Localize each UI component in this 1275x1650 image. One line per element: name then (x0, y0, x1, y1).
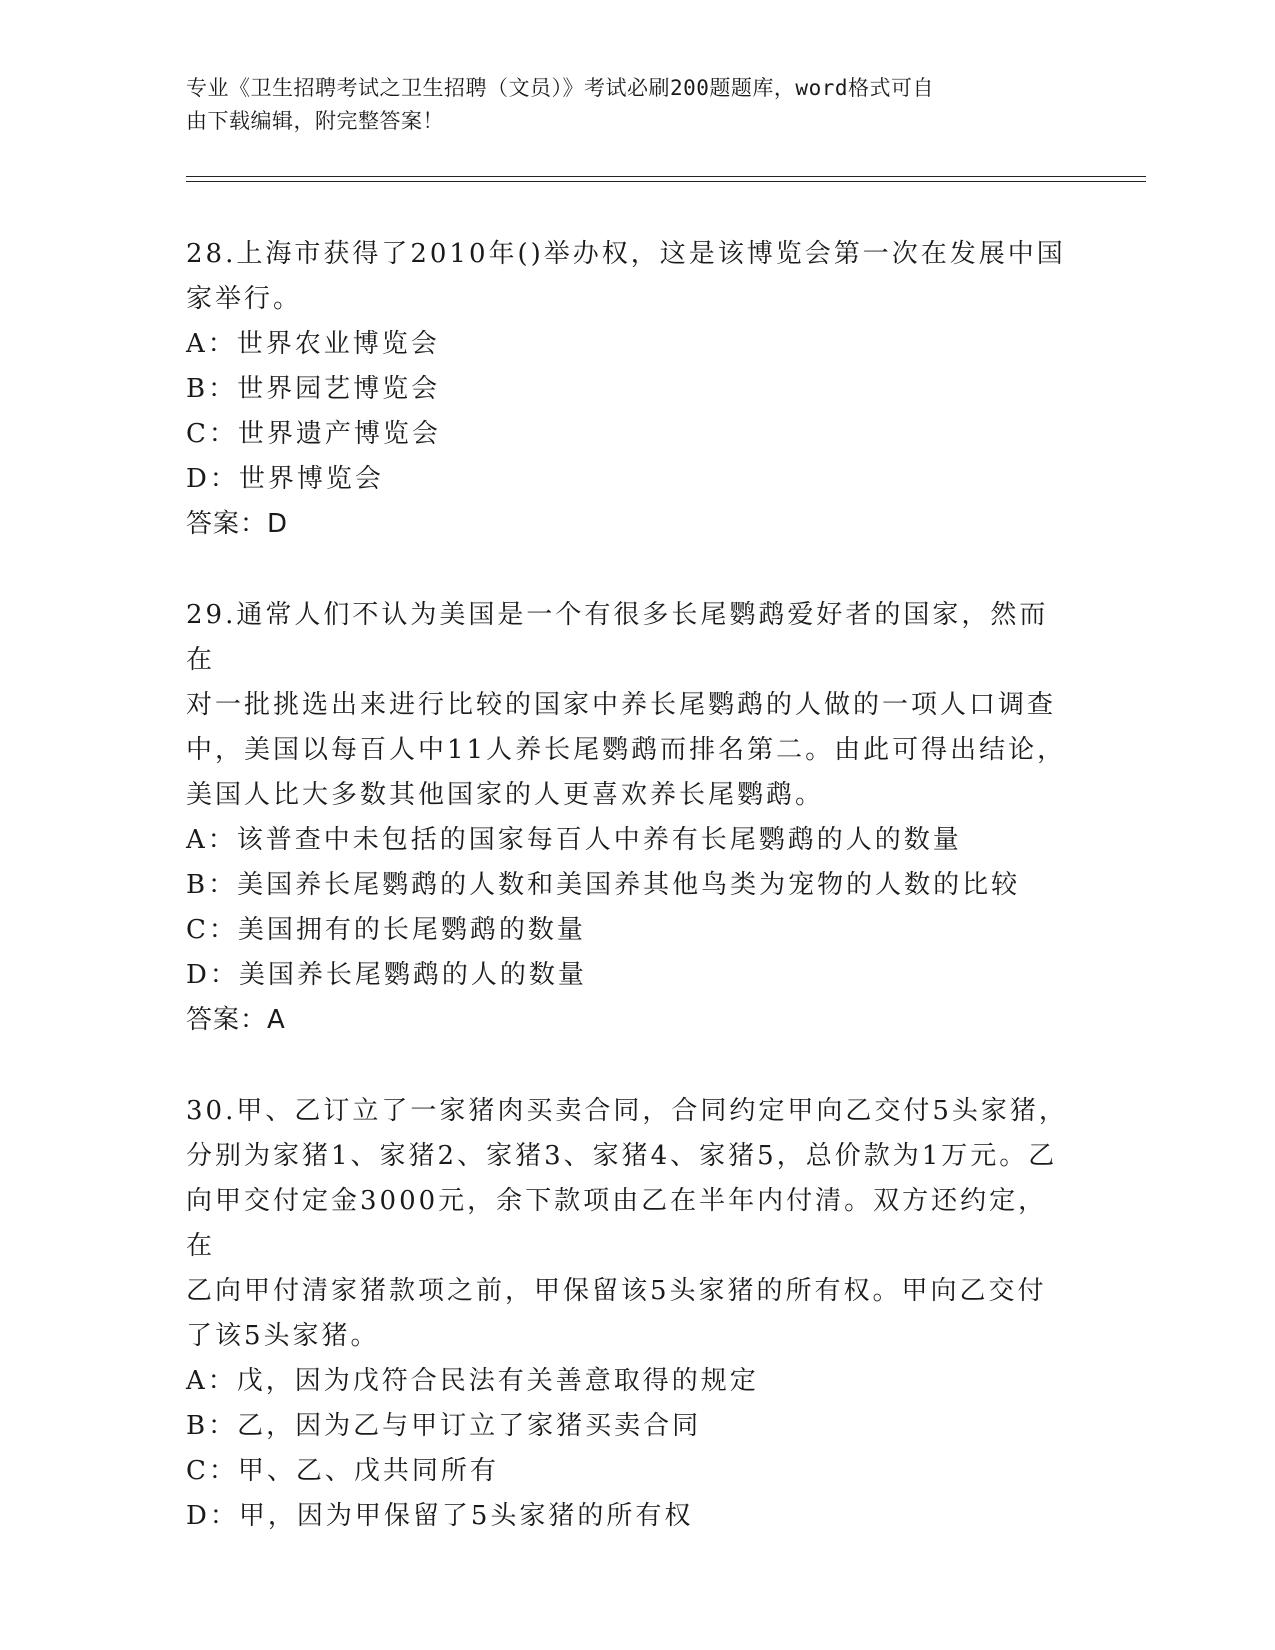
question-block-28 (186, 232, 1076, 547)
question-stem-line: 28.上海市获得了2010年()举办权，这是该博览会第一次在发展中国 (186, 239, 1066, 269)
option-d: D：甲，因为甲保留了5头家猪的所有权 (186, 1501, 694, 1531)
question-stem-line: 对一批挑选出来进行比较的国家中养长尾鹦鹉的人做的一项人口调查 (186, 690, 1057, 720)
document-header (186, 72, 1086, 138)
question-block-29 (186, 593, 1076, 1043)
header-line-2: 由下载编辑，附完整答案！ (186, 109, 444, 133)
question-stem-line: 家举行。 (186, 284, 303, 314)
option-a: A：该普查中未包括的国家每百人中养有长尾鹦鹉的人的数量 (186, 825, 962, 855)
option-c: C：美国拥有的长尾鹦鹉的数量 (186, 915, 586, 945)
question-stem-line: 向甲交付定金3000元，余下款项由乙在半年内付清。双方还约定，在 (186, 1186, 1048, 1261)
option-d: D：世界博览会 (186, 464, 384, 494)
answer-label: 答案：A (186, 1005, 286, 1035)
option-d: D：美国养长尾鹦鹉的人的数量 (186, 960, 587, 990)
option-a: A：世界农业博览会 (186, 329, 440, 359)
question-stem-line: 中，美国以每百人中11人养长尾鹦鹉而排名第二。由此可得出结论， (186, 735, 1067, 765)
question-stem-line: 分别为家猪1、家猪2、家猪3、家猪4、家猪5，总价款为1万元。乙 (186, 1141, 1058, 1171)
answer-label: 答案：D (186, 509, 289, 539)
question-block-30 (186, 1089, 1076, 1539)
question-list (186, 232, 1076, 1585)
question-stem-line: 29.通常人们不认为美国是一个有很多长尾鹦鹉爱好者的国家，然而在 (186, 600, 1049, 675)
header-line-1: 专业《卫生招聘考试之卫生招聘（文员）》考试必刷200题题库，word格式可自 (186, 76, 934, 100)
option-b: B：世界园艺博览会 (186, 374, 441, 404)
question-stem-line: 乙向甲付清家猪款项之前，甲保留该5头家猪的所有权。甲向乙交付 (186, 1276, 1047, 1306)
option-c: C：甲、乙、戊共同所有 (186, 1456, 499, 1486)
option-b: B：乙，因为乙与甲订立了家猪买卖合同 (186, 1411, 702, 1441)
question-stem-line: 美国人比大多数其他国家的人更喜欢养长尾鹦鹉。 (186, 780, 825, 810)
option-b: B：美国养长尾鹦鹉的人数和美国养其他鸟类为宠物的人数的比较 (186, 870, 1021, 900)
option-a: A：戊，因为戊符合民法有关善意取得的规定 (186, 1366, 759, 1396)
question-stem-line: 了该5头家猪。 (186, 1321, 380, 1351)
option-c: C：世界遗产博览会 (186, 419, 441, 449)
header-divider-top (186, 176, 1146, 177)
question-stem-line: 30.甲、乙订立了一家猪肉买卖合同，合同约定甲向乙交付5头家猪， (186, 1096, 1068, 1126)
header-divider-bottom (186, 181, 1146, 182)
